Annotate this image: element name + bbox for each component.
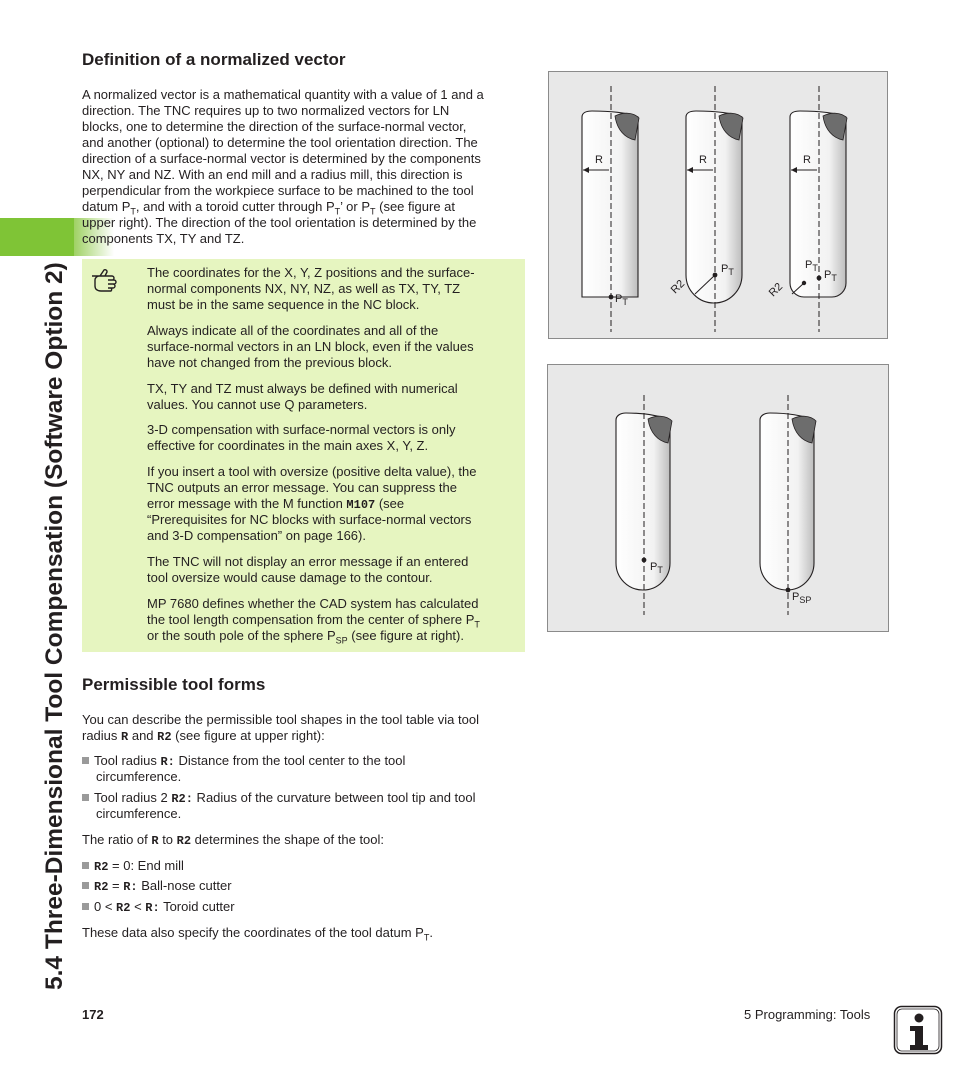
note-box: The coordinates for the X, Y, Z positions and the surface- normal components NX, NY, NZ, as well as TX, TY, TZ must be in the same sequence in the NC block. Always indicate all of the coordinates and all of the surface-normal vectors in an LN block, even if the values have not changed from the previous block. TX, TY and TZ must always be defined with numerical values. You cannot use Q parameters. 3-D compensation with surface-normal vectors is only effective for coordinates in the main axes X, Y, Z. If you insert a tool with oversize (positive delta value), the TNC outputs an error message. You can suppress the error message with the M function M107 (see “Prerequisites for NC blocks with surface-normal vectors and 3-D compensation” on page 166). The TNC will not display an error message if an entered tool oversize would cause damage to the contour. MP 7680 defines whether the CAD system has calculated the tool length compensation from the center of sphere $P_T$ or the south pole of the sphere $P_{SP}$ (see figure at right). <box>82 259 525 652</box>
label-r-2: R <box>699 154 707 166</box>
chapter-footer: 5 Programming: Tools <box>744 1007 871 1022</box>
label-r-1: R <box>595 154 603 166</box>
list-item: R2 = R: Ball-nose cutter <box>82 878 232 895</box>
ball-nose-south-pole-shape <box>760 395 816 615</box>
pointing-hand-icon <box>90 267 130 293</box>
end-mill-shape <box>582 86 639 332</box>
label-r-3: R <box>803 154 811 166</box>
side-section-title: 5.4 Three-Dimensional Tool Compensation (Software Option 2) <box>41 262 68 990</box>
label-psp: $P_{SP}$ <box>792 591 812 606</box>
label-r2-3: R2 <box>766 280 786 300</box>
list-item: Tool radius R: Distance from the tool center to the tool <box>82 753 405 770</box>
label-pt-1: $P_T$ <box>615 293 628 308</box>
figure-tool-shapes <box>548 71 888 339</box>
info-icon <box>893 1005 943 1055</box>
label-pt-3a: $P_T$ <box>805 259 818 274</box>
ball-nose-center-shape <box>616 395 672 615</box>
label-pt-2: $P_T$ <box>721 263 734 278</box>
heading-permissible-tool-forms: Permissible tool forms <box>82 675 266 694</box>
ball-nose-shape <box>686 86 743 332</box>
toroid-cutter-shape <box>790 86 847 332</box>
page-number: 172 <box>82 1007 104 1022</box>
label-pt-3b: $P_T$ <box>824 269 837 284</box>
list-item: Tool radius 2 R2: Radius of the curvature between tool tip and tool <box>82 790 476 807</box>
label-r2-2: R2 <box>668 277 688 297</box>
label-pt: $P_T$ <box>650 561 663 576</box>
list-item: 0 < R2 < R: Toroid cutter <box>82 899 235 916</box>
list-item: R2 = 0: End mill <box>82 858 184 875</box>
figure-sphere-center-south-pole <box>547 364 889 632</box>
heading-normalized-vector: Definition of a normalized vector <box>82 50 346 69</box>
